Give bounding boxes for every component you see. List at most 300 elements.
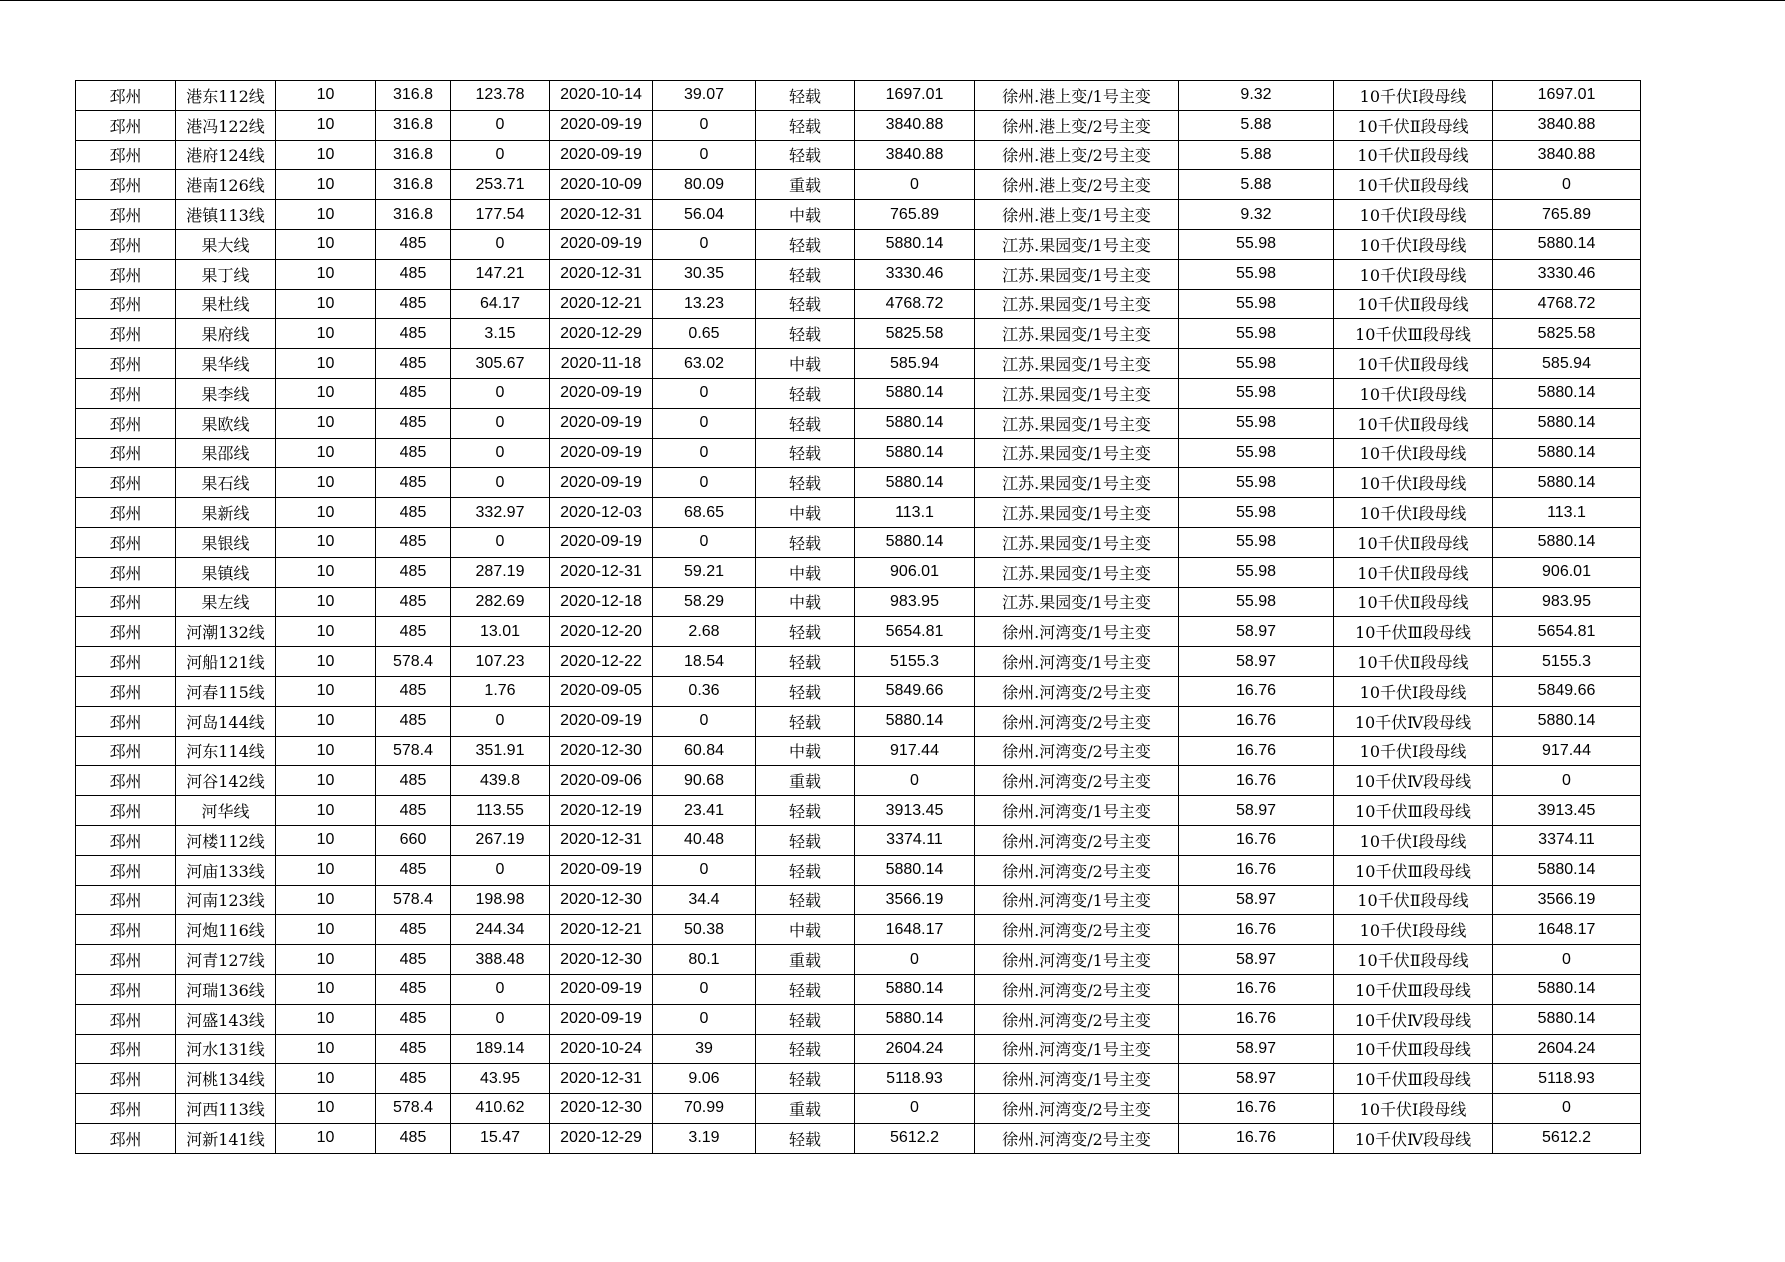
cell-load-level: 轻载: [756, 617, 855, 647]
cell-max-load: 410.62: [451, 1094, 550, 1124]
cell-region: 邳州: [76, 855, 176, 885]
cell-main-transformer: 徐州.河湾变/2号主变: [975, 706, 1179, 736]
cell-load-rate: 60.84: [653, 736, 756, 766]
cell-load-level: 轻载: [756, 438, 855, 468]
cell-busbar: 10千伏Ⅰ段母线: [1334, 1094, 1493, 1124]
cell-max-load-date: 2020-12-21: [550, 289, 653, 319]
cell-region: 邳州: [76, 1004, 176, 1034]
cell-line-margin: 113.1: [1493, 498, 1641, 528]
cell-busbar: 10千伏Ⅳ段母线: [1334, 1004, 1493, 1034]
cell-main-transformer: 徐州.河湾变/1号主变: [975, 1034, 1179, 1064]
cell-capacity: 485: [376, 408, 451, 438]
cell-capacity: 485: [376, 1123, 451, 1153]
cell-max-load-date: 2020-12-22: [550, 647, 653, 677]
cell-available-capacity: 5880.14: [855, 1004, 975, 1034]
table-row: [76, 796, 1641, 826]
cell-load-level: 轻载: [756, 1034, 855, 1064]
cell-max-load: 305.67: [451, 349, 550, 379]
cell-load-level: 中载: [756, 498, 855, 528]
cell-region: 邳州: [76, 647, 176, 677]
cell-line-name: 河楼112线: [176, 825, 276, 855]
cell-capacity: 485: [376, 349, 451, 379]
cell-region: 邳州: [76, 200, 176, 230]
cell-main-transformer: 徐州.河湾变/2号主变: [975, 736, 1179, 766]
cell-capacity: 485: [376, 468, 451, 498]
cell-capacity: 485: [376, 587, 451, 617]
cell-available-capacity: 3374.11: [855, 825, 975, 855]
cell-line-margin: 3374.11: [1493, 825, 1641, 855]
cell-transformer-margin: 55.98: [1179, 289, 1334, 319]
cell-region: 邳州: [76, 706, 176, 736]
cell-available-capacity: 4768.72: [855, 289, 975, 319]
cell-max-load-date: 2020-12-20: [550, 617, 653, 647]
table-row: [76, 140, 1641, 170]
cell-main-transformer: 江苏.果园变/1号主变: [975, 468, 1179, 498]
cell-region: 邳州: [76, 140, 176, 170]
cell-capacity: 485: [376, 1004, 451, 1034]
cell-main-transformer: 徐州.港上变/1号主变: [975, 81, 1179, 111]
cell-max-load: 332.97: [451, 498, 550, 528]
cell-load-rate: 0: [653, 438, 756, 468]
cell-load-rate: 0: [653, 378, 756, 408]
cell-voltage-kv: 10: [276, 1064, 376, 1094]
cell-load-level: 轻载: [756, 81, 855, 111]
cell-transformer-margin: 16.76: [1179, 706, 1334, 736]
cell-line-margin: 5825.58: [1493, 319, 1641, 349]
cell-main-transformer: 徐州.河湾变/1号主变: [975, 796, 1179, 826]
cell-load-rate: 80.09: [653, 170, 756, 200]
cell-capacity: 485: [376, 229, 451, 259]
cell-main-transformer: 江苏.果园变/1号主变: [975, 408, 1179, 438]
cell-busbar: 10千伏Ⅲ段母线: [1334, 1064, 1493, 1094]
cell-busbar: 10千伏Ⅱ段母线: [1334, 885, 1493, 915]
cell-load-rate: 0: [653, 408, 756, 438]
cell-available-capacity: 5118.93: [855, 1064, 975, 1094]
cell-capacity: 485: [376, 676, 451, 706]
cell-load-rate: 0: [653, 140, 756, 170]
cell-max-load: 0: [451, 855, 550, 885]
cell-line-margin: 3840.88: [1493, 140, 1641, 170]
cell-capacity: 578.4: [376, 1094, 451, 1124]
cell-busbar: 10千伏Ⅰ段母线: [1334, 915, 1493, 945]
cell-line-margin: 3330.46: [1493, 259, 1641, 289]
cell-load-level: 轻载: [756, 110, 855, 140]
cell-voltage-kv: 10: [276, 617, 376, 647]
cell-max-load: 267.19: [451, 825, 550, 855]
cell-capacity: 485: [376, 796, 451, 826]
cell-available-capacity: 0: [855, 1094, 975, 1124]
cell-transformer-margin: 55.98: [1179, 259, 1334, 289]
table-row: [76, 200, 1641, 230]
cell-load-rate: 18.54: [653, 647, 756, 677]
cell-busbar: 10千伏Ⅰ段母线: [1334, 438, 1493, 468]
cell-line-margin: 5849.66: [1493, 676, 1641, 706]
cell-line-name: 河瑞136线: [176, 974, 276, 1004]
cell-line-margin: 5880.14: [1493, 974, 1641, 1004]
cell-voltage-kv: 10: [276, 885, 376, 915]
cell-load-level: 轻载: [756, 706, 855, 736]
cell-region: 邳州: [76, 527, 176, 557]
cell-available-capacity: 0: [855, 766, 975, 796]
cell-line-margin: 0: [1493, 766, 1641, 796]
cell-busbar: 10千伏Ⅱ段母线: [1334, 408, 1493, 438]
cell-load-level: 轻载: [756, 1064, 855, 1094]
cell-capacity: 316.8: [376, 140, 451, 170]
cell-region: 邳州: [76, 1064, 176, 1094]
cell-max-load: 0: [451, 408, 550, 438]
cell-busbar: 10千伏Ⅱ段母线: [1334, 587, 1493, 617]
cell-voltage-kv: 10: [276, 319, 376, 349]
table-row: [76, 706, 1641, 736]
cell-transformer-margin: 55.98: [1179, 438, 1334, 468]
cell-max-load-date: 2020-12-19: [550, 796, 653, 826]
cell-main-transformer: 徐州.河湾变/1号主变: [975, 1064, 1179, 1094]
cell-busbar: 10千伏Ⅰ段母线: [1334, 468, 1493, 498]
cell-region: 邳州: [76, 349, 176, 379]
cell-voltage-kv: 10: [276, 259, 376, 289]
cell-main-transformer: 徐州.河湾变/2号主变: [975, 974, 1179, 1004]
cell-load-rate: 0: [653, 468, 756, 498]
cell-region: 邳州: [76, 110, 176, 140]
cell-available-capacity: 5880.14: [855, 468, 975, 498]
cell-line-name: 果左线: [176, 587, 276, 617]
cell-max-load-date: 2020-09-19: [550, 378, 653, 408]
cell-capacity: 316.8: [376, 170, 451, 200]
table-row: [76, 736, 1641, 766]
cell-load-level: 轻载: [756, 825, 855, 855]
cell-line-name: 港东112线: [176, 81, 276, 111]
cell-load-rate: 68.65: [653, 498, 756, 528]
cell-max-load-date: 2020-09-06: [550, 766, 653, 796]
cell-region: 邳州: [76, 438, 176, 468]
cell-available-capacity: 5654.81: [855, 617, 975, 647]
cell-voltage-kv: 10: [276, 1123, 376, 1153]
cell-load-level: 中载: [756, 915, 855, 945]
cell-line-margin: 1697.01: [1493, 81, 1641, 111]
cell-line-margin: 5880.14: [1493, 706, 1641, 736]
cell-max-load-date: 2020-12-30: [550, 1094, 653, 1124]
cell-region: 邳州: [76, 81, 176, 111]
cell-busbar: 10千伏Ⅰ段母线: [1334, 200, 1493, 230]
table-row: [76, 1034, 1641, 1064]
cell-main-transformer: 江苏.果园变/1号主变: [975, 587, 1179, 617]
cell-busbar: 10千伏Ⅱ段母线: [1334, 289, 1493, 319]
cell-main-transformer: 徐州.河湾变/1号主变: [975, 617, 1179, 647]
cell-max-load: 189.14: [451, 1034, 550, 1064]
table-row: [76, 945, 1641, 975]
cell-available-capacity: 5849.66: [855, 676, 975, 706]
cell-load-level: 轻载: [756, 408, 855, 438]
cell-line-name: 果丁线: [176, 259, 276, 289]
cell-capacity: 485: [376, 498, 451, 528]
cell-transformer-margin: 16.76: [1179, 855, 1334, 885]
cell-load-rate: 56.04: [653, 200, 756, 230]
cell-max-load-date: 2020-12-31: [550, 1064, 653, 1094]
cell-line-name: 港冯122线: [176, 110, 276, 140]
cell-voltage-kv: 10: [276, 229, 376, 259]
cell-available-capacity: 1648.17: [855, 915, 975, 945]
cell-capacity: 485: [376, 1064, 451, 1094]
cell-max-load-date: 2020-12-30: [550, 885, 653, 915]
cell-region: 邳州: [76, 915, 176, 945]
cell-line-name: 河水131线: [176, 1034, 276, 1064]
cell-capacity: 485: [376, 706, 451, 736]
cell-max-load: 0: [451, 229, 550, 259]
cell-available-capacity: 765.89: [855, 200, 975, 230]
cell-available-capacity: 5612.2: [855, 1123, 975, 1153]
cell-load-level: 轻载: [756, 319, 855, 349]
cell-available-capacity: 0: [855, 170, 975, 200]
cell-available-capacity: 0: [855, 945, 975, 975]
table-row: [76, 527, 1641, 557]
cell-voltage-kv: 10: [276, 81, 376, 111]
cell-max-load: 177.54: [451, 200, 550, 230]
cell-load-level: 中载: [756, 736, 855, 766]
cell-region: 邳州: [76, 259, 176, 289]
cell-max-load: 0: [451, 974, 550, 1004]
cell-max-load-date: 2020-12-30: [550, 945, 653, 975]
table-row: [76, 1004, 1641, 1034]
cell-voltage-kv: 10: [276, 974, 376, 1004]
table-row: [76, 319, 1641, 349]
cell-busbar: 10千伏Ⅲ段母线: [1334, 1034, 1493, 1064]
cell-voltage-kv: 10: [276, 349, 376, 379]
cell-main-transformer: 江苏.果园变/1号主变: [975, 229, 1179, 259]
cell-max-load: 15.47: [451, 1123, 550, 1153]
cell-line-margin: 5155.3: [1493, 647, 1641, 677]
cell-transformer-margin: 55.98: [1179, 498, 1334, 528]
cell-line-margin: 983.95: [1493, 587, 1641, 617]
cell-available-capacity: 906.01: [855, 557, 975, 587]
cell-voltage-kv: 10: [276, 408, 376, 438]
cell-line-margin: 5880.14: [1493, 229, 1641, 259]
cell-capacity: 578.4: [376, 647, 451, 677]
cell-available-capacity: 3566.19: [855, 885, 975, 915]
cell-load-level: 轻载: [756, 468, 855, 498]
cell-voltage-kv: 10: [276, 766, 376, 796]
table-row: [76, 259, 1641, 289]
cell-voltage-kv: 10: [276, 706, 376, 736]
cell-region: 邳州: [76, 498, 176, 528]
cell-max-load: 439.8: [451, 766, 550, 796]
cell-max-load: 0: [451, 527, 550, 557]
cell-region: 邳州: [76, 587, 176, 617]
cell-line-margin: 0: [1493, 945, 1641, 975]
cell-transformer-margin: 55.98: [1179, 527, 1334, 557]
cell-max-load-date: 2020-12-03: [550, 498, 653, 528]
cell-voltage-kv: 10: [276, 557, 376, 587]
cell-max-load: 0: [451, 706, 550, 736]
cell-main-transformer: 徐州.河湾变/2号主变: [975, 1123, 1179, 1153]
cell-line-name: 果杜线: [176, 289, 276, 319]
table-row: [76, 170, 1641, 200]
cell-max-load: 147.21: [451, 259, 550, 289]
cell-region: 邳州: [76, 468, 176, 498]
cell-line-name: 果府线: [176, 319, 276, 349]
cell-load-rate: 39: [653, 1034, 756, 1064]
table-row: [76, 229, 1641, 259]
cell-load-level: 轻载: [756, 647, 855, 677]
cell-max-load-date: 2020-09-19: [550, 706, 653, 736]
cell-load-level: 轻载: [756, 676, 855, 706]
cell-line-margin: 585.94: [1493, 349, 1641, 379]
cell-voltage-kv: 10: [276, 1094, 376, 1124]
cell-max-load: 282.69: [451, 587, 550, 617]
cell-capacity: 485: [376, 319, 451, 349]
cell-line-margin: 5612.2: [1493, 1123, 1641, 1153]
cell-load-rate: 40.48: [653, 825, 756, 855]
cell-transformer-margin: 55.98: [1179, 557, 1334, 587]
cell-load-rate: 13.23: [653, 289, 756, 319]
cell-capacity: 660: [376, 825, 451, 855]
cell-line-margin: 5880.14: [1493, 468, 1641, 498]
table-row: [76, 647, 1641, 677]
cell-load-rate: 0: [653, 974, 756, 1004]
cell-capacity: 485: [376, 617, 451, 647]
table-row: [76, 766, 1641, 796]
cell-voltage-kv: 10: [276, 855, 376, 885]
cell-load-rate: 30.35: [653, 259, 756, 289]
cell-max-load-date: 2020-09-05: [550, 676, 653, 706]
cell-capacity: 485: [376, 378, 451, 408]
cell-region: 邳州: [76, 945, 176, 975]
cell-max-load-date: 2020-10-24: [550, 1034, 653, 1064]
cell-voltage-kv: 10: [276, 915, 376, 945]
cell-available-capacity: 2604.24: [855, 1034, 975, 1064]
cell-busbar: 10千伏Ⅲ段母线: [1334, 974, 1493, 1004]
cell-load-rate: 2.68: [653, 617, 756, 647]
cell-transformer-margin: 58.97: [1179, 945, 1334, 975]
cell-line-name: 河青127线: [176, 945, 276, 975]
cell-load-level: 重载: [756, 766, 855, 796]
cell-main-transformer: 徐州.河湾变/2号主变: [975, 855, 1179, 885]
cell-voltage-kv: 10: [276, 736, 376, 766]
cell-load-level: 重载: [756, 1094, 855, 1124]
cell-voltage-kv: 10: [276, 676, 376, 706]
cell-available-capacity: 585.94: [855, 349, 975, 379]
cell-region: 邳州: [76, 289, 176, 319]
cell-line-name: 果欧线: [176, 408, 276, 438]
table-row: [76, 974, 1641, 1004]
cell-main-transformer: 徐州.港上变/1号主变: [975, 200, 1179, 230]
cell-line-margin: 5880.14: [1493, 855, 1641, 885]
cell-max-load: 0: [451, 438, 550, 468]
table-row: [76, 110, 1641, 140]
cell-line-name: 港镇113线: [176, 200, 276, 230]
cell-line-name: 河庙133线: [176, 855, 276, 885]
cell-available-capacity: 3840.88: [855, 140, 975, 170]
cell-voltage-kv: 10: [276, 468, 376, 498]
cell-capacity: 578.4: [376, 736, 451, 766]
cell-line-name: 河潮132线: [176, 617, 276, 647]
cell-max-load-date: 2020-12-31: [550, 200, 653, 230]
cell-transformer-margin: 55.98: [1179, 349, 1334, 379]
cell-busbar: 10千伏Ⅱ段母线: [1334, 647, 1493, 677]
cell-line-margin: 2604.24: [1493, 1034, 1641, 1064]
cell-busbar: 10千伏Ⅱ段母线: [1334, 140, 1493, 170]
cell-load-rate: 0: [653, 706, 756, 736]
cell-max-load-date: 2020-09-19: [550, 140, 653, 170]
cell-main-transformer: 徐州.河湾变/1号主变: [975, 647, 1179, 677]
cell-busbar: 10千伏Ⅰ段母线: [1334, 736, 1493, 766]
cell-voltage-kv: 10: [276, 587, 376, 617]
cell-max-load-date: 2020-12-31: [550, 259, 653, 289]
cell-main-transformer: 徐州.河湾变/2号主变: [975, 1004, 1179, 1034]
table-body: [76, 81, 1641, 1154]
cell-region: 邳州: [76, 676, 176, 706]
cell-capacity: 485: [376, 527, 451, 557]
cell-transformer-margin: 58.97: [1179, 617, 1334, 647]
cell-max-load-date: 2020-10-09: [550, 170, 653, 200]
cell-main-transformer: 江苏.果园变/1号主变: [975, 319, 1179, 349]
cell-load-rate: 0.36: [653, 676, 756, 706]
cell-transformer-margin: 16.76: [1179, 1004, 1334, 1034]
cell-max-load-date: 2020-09-19: [550, 408, 653, 438]
table-row: [76, 557, 1641, 587]
cell-voltage-kv: 10: [276, 140, 376, 170]
cell-transformer-margin: 55.98: [1179, 378, 1334, 408]
cell-main-transformer: 徐州.港上变/2号主变: [975, 170, 1179, 200]
cell-transformer-margin: 58.97: [1179, 1064, 1334, 1094]
cell-voltage-kv: 10: [276, 1034, 376, 1064]
cell-busbar: 10千伏Ⅰ段母线: [1334, 229, 1493, 259]
cell-max-load: 244.34: [451, 915, 550, 945]
cell-line-name: 河华线: [176, 796, 276, 826]
cell-load-rate: 0.65: [653, 319, 756, 349]
cell-transformer-margin: 16.76: [1179, 825, 1334, 855]
cell-line-name: 港南126线: [176, 170, 276, 200]
table-row: [76, 885, 1641, 915]
cell-available-capacity: 5880.14: [855, 229, 975, 259]
cell-voltage-kv: 10: [276, 1004, 376, 1034]
cell-region: 邳州: [76, 319, 176, 349]
cell-load-rate: 70.99: [653, 1094, 756, 1124]
cell-transformer-margin: 5.88: [1179, 140, 1334, 170]
cell-transformer-margin: 16.76: [1179, 1094, 1334, 1124]
cell-line-margin: 0: [1493, 170, 1641, 200]
cell-voltage-kv: 10: [276, 825, 376, 855]
cell-line-margin: 0: [1493, 1094, 1641, 1124]
cell-voltage-kv: 10: [276, 527, 376, 557]
cell-main-transformer: 江苏.果园变/1号主变: [975, 438, 1179, 468]
cell-capacity: 485: [376, 974, 451, 1004]
cell-capacity: 485: [376, 259, 451, 289]
cell-available-capacity: 983.95: [855, 587, 975, 617]
cell-main-transformer: 徐州.河湾变/2号主变: [975, 915, 1179, 945]
cell-capacity: 485: [376, 1034, 451, 1064]
cell-available-capacity: 5880.14: [855, 408, 975, 438]
cell-line-margin: 5654.81: [1493, 617, 1641, 647]
cell-transformer-margin: 5.88: [1179, 110, 1334, 140]
cell-line-name: 河岛144线: [176, 706, 276, 736]
cell-transformer-margin: 55.98: [1179, 468, 1334, 498]
cell-line-margin: 765.89: [1493, 200, 1641, 230]
cell-max-load-date: 2020-12-21: [550, 915, 653, 945]
cell-transformer-margin: 9.32: [1179, 81, 1334, 111]
cell-available-capacity: 5880.14: [855, 438, 975, 468]
table-row: [76, 617, 1641, 647]
cell-region: 邳州: [76, 378, 176, 408]
cell-available-capacity: 5880.14: [855, 706, 975, 736]
cell-load-level: 重载: [756, 945, 855, 975]
cell-line-margin: 5880.14: [1493, 527, 1641, 557]
cell-line-name: 果李线: [176, 378, 276, 408]
cell-main-transformer: 江苏.果园变/1号主变: [975, 349, 1179, 379]
cell-region: 邳州: [76, 974, 176, 1004]
table-row: [76, 587, 1641, 617]
cell-transformer-margin: 16.76: [1179, 915, 1334, 945]
cell-region: 邳州: [76, 170, 176, 200]
